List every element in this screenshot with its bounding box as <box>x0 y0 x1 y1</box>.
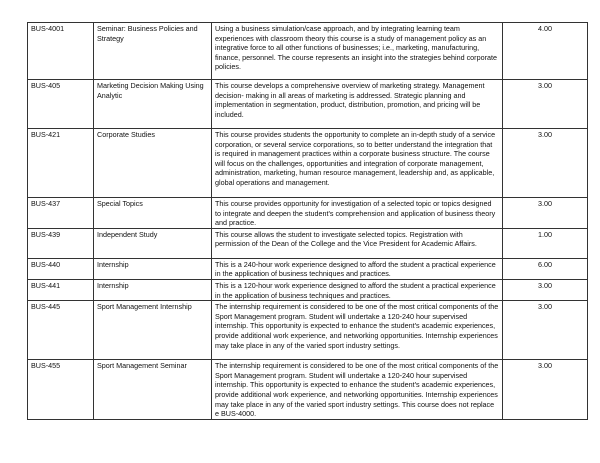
course-description: This course develops a comprehensive overview of marketing strategy. Management decision- making in all areas of marketing is addressed. Strategic planning and implementation in segmentation, product, distribution, promotion, and pricing will be included. <box>212 80 503 129</box>
course-table <box>27 22 588 420</box>
course-credits: 3.00 <box>503 279 588 300</box>
table-row <box>28 258 588 279</box>
course-credits: 3.00 <box>503 360 588 420</box>
course-code: BUS-440 <box>28 258 94 279</box>
course-description: This course allows the student to investigate selected topics. Registration with permission of the Dean of the College and the Vice President for Academic Affairs. <box>212 228 503 258</box>
course-title: Corporate Studies <box>94 129 212 198</box>
course-credits: 4.00 <box>503 23 588 80</box>
course-title: Internship <box>94 279 212 300</box>
course-title: Marketing Decision Making Using Analytic <box>94 80 212 129</box>
table-row <box>28 228 588 258</box>
course-description: The internship requirement is considered to be one of the most critical components of the Sport Management program. Student will undertake a 120-240 hour supervised internship. This opportunity is expected to enhance the student's academic experiences, provide additional work experience, and networking opportunities. Internship experiences may take place in any of the varied sport industry settings. <box>212 301 503 360</box>
course-code: BUS-405 <box>28 80 94 129</box>
course-description: This course provides students the opportunity to complete an in-depth study of a service corporation, or several service corporations, so to better understand the integration that is required in management practices within a corporate business structure. The course will focus on the challenges, opportunities and integration of corporate management, administration, marketing, human resource management, leadership and, as applicable, global operations and management. <box>212 129 503 198</box>
course-code: BUS-455 <box>28 360 94 420</box>
course-code: BUS-437 <box>28 198 94 229</box>
course-credits: 3.00 <box>503 129 588 198</box>
course-credits: 1.00 <box>503 228 588 258</box>
course-title: Internship <box>94 258 212 279</box>
course-title: Independent Study <box>94 228 212 258</box>
course-description: This is a 240-hour work experience designed to afford the student a practical experience in the application of business techniques and practices. <box>212 258 503 279</box>
course-title: Seminar: Business Policies and Strategy <box>94 23 212 80</box>
table-row <box>28 301 588 360</box>
course-description: This course provides opportunity for investigation of a selected topic or topics designed to integrate and deepen the student's comprehension and application of business theory and practice. <box>212 198 503 229</box>
table-row <box>28 23 588 80</box>
course-title: Sport Management Internship <box>94 301 212 360</box>
course-code: BUS-445 <box>28 301 94 360</box>
course-code: BUS-439 <box>28 228 94 258</box>
course-credits: 6.00 <box>503 258 588 279</box>
course-title: Sport Management Seminar <box>94 360 212 420</box>
course-title: Special Topics <box>94 198 212 229</box>
course-code: BUS-4001 <box>28 23 94 80</box>
course-code: BUS-441 <box>28 279 94 300</box>
course-description: This is a 120-hour work experience designed to afford the student a practical experience in the application of business techniques and practices. <box>212 279 503 300</box>
table-row <box>28 360 588 420</box>
course-description: The internship requirement is considered to be one of the most critical components of the Sport Management program. Student will undertake a 120-240 hour supervised internship. This opportunity is expected to enhance the student's academic experiences, provide additional work experience, and networking opportunities. Internship experiences may take place in any of the varied sport industry settings. This course does not replace e BUS-4000. <box>212 360 503 420</box>
table-row <box>28 198 588 229</box>
table-row <box>28 80 588 129</box>
course-credits: 3.00 <box>503 198 588 229</box>
course-code: BUS-421 <box>28 129 94 198</box>
table-row <box>28 129 588 198</box>
course-credits: 3.00 <box>503 80 588 129</box>
table-row <box>28 279 588 300</box>
course-description: Using a business simulation/case approach, and by integrating learning team experiences with classroom theory this course is a study of management policy as an integrative force to all other functions of businesses; i.e., marketing, manufacturing, finance, personnel. The course represents an insight into the strategies behind corporate policies. <box>212 23 503 80</box>
course-credits: 3.00 <box>503 301 588 360</box>
